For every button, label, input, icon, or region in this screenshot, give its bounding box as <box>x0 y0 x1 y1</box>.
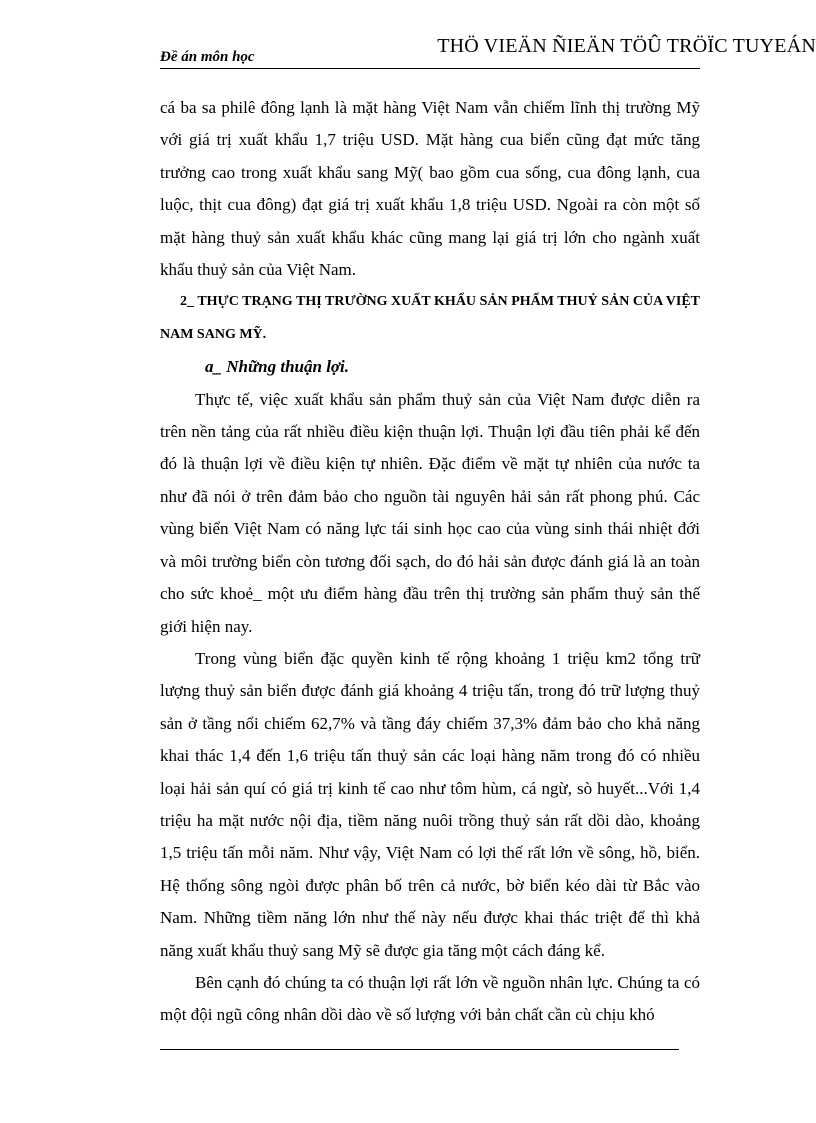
header-divider <box>160 68 700 69</box>
page-body <box>160 92 700 1032</box>
footer-divider <box>160 1049 679 1050</box>
paragraph-2: Thực tế, việc xuất khẩu sản phẩm thuỷ sản của Việt Nam được diễn ra trên nền tảng của rất nhiều điều kiện thuận lợi. Thuận lợi đầu tiên phải kể đến đó là thuận lợi về điều kiện tự nhiên. Đặc điểm về mặt tự nhiên của nước ta như đã nói ở trên đảm bảo cho nguồn tài nguyên hải sản rất phong phú. Các vùng biển Việt Nam có năng lực tái sinh học cao của vùng sinh thái nhiệt đới và môi trường biển còn tương đối sạch, do đó hải sản được đánh giá là an toàn cho sức khoẻ_ một ưu điểm hàng đầu trên thị trường sản phẩm thuỷ sản thế giới hiện nay. <box>160 389 700 636</box>
paragraph-4: Bên cạnh đó chúng ta có thuận lợi rất lớn về nguồn nhân lực. Chúng ta có một đội ngũ công nhân dồi dào về số lượng với bản chất cần cù chịu khó <box>160 972 700 1025</box>
paragraph-1: cá ba sa philê đông lạnh là mặt hàng Việt Nam vẫn chiếm lĩnh thị trường Mỹ với giá trị xuất khẩu 1,7 triệu USD. Mặt hàng cua biển cũng đạt mức tăng trưởng cao trong xuất khẩu sang Mỹ( bao gồm cua sống, cua đông lạnh, cua luộc, thịt cua đông) đạt giá trị xuất khẩu 1,8 triệu USD. Ngoài ra còn một số mặt hàng thuỷ sản xuất khẩu khác cũng mang lại giá trị lớn cho ngành xuất khẩu thuỷ sản của Việt Nam. <box>160 98 700 280</box>
library-banner: THÖ VIEÄN ÑIEÄN TÖÛ TRÖÏC TUYEÁN <box>437 35 816 57</box>
paragraph-3: Trong vùng biển đặc quyền kinh tế rộng khoảng 1 triệu km2 tổng trữ lượng thuỷ sản biển được đánh giá khoảng 4 triệu tấn, trong đó trữ lượng thuỷ sản ở tầng nổi chiếm 62,7% và tầng đáy chiếm 37,3% đảm bảo cho khả năng khai thác 1,4 đến 1,6 triệu tấn thuỷ sản các loại hàng năm trong đó có nhiều loại hải sản quí có giá trị kinh tế cao như tôm hùm, cá ngừ, sò huyết...Với 1,4 triệu ha mặt nước nội địa, tiềm năng nuôi trồng thuỷ sản rất dồi dào, khoảng 1,5 triệu tấn mỗi năm. Như vậy, Việt Nam có lợi thế rất lớn về sông, hồ, biển. Hệ thống sông ngòi được phân bố trên cả nước, bờ biển kéo dài từ Bắc vào Nam. Những tiềm năng lớn như thế này nếu được khai thác triệt để thì khả năng xuất khẩu thuỷ sang Mỹ sẽ được gia tăng một cách đáng kể. <box>160 648 700 960</box>
document-title: Đề án môn học <box>160 49 255 65</box>
subsection-heading: a_ Những thuận lợi. <box>205 357 350 377</box>
section-heading: 2_ THỰC TRẠNG THỊ TRƯỜNG XUẤT KHẨU SẢN PHẨM THUỶ SẢN CỦA VIỆT NAM SANG MỸ. <box>160 294 700 342</box>
